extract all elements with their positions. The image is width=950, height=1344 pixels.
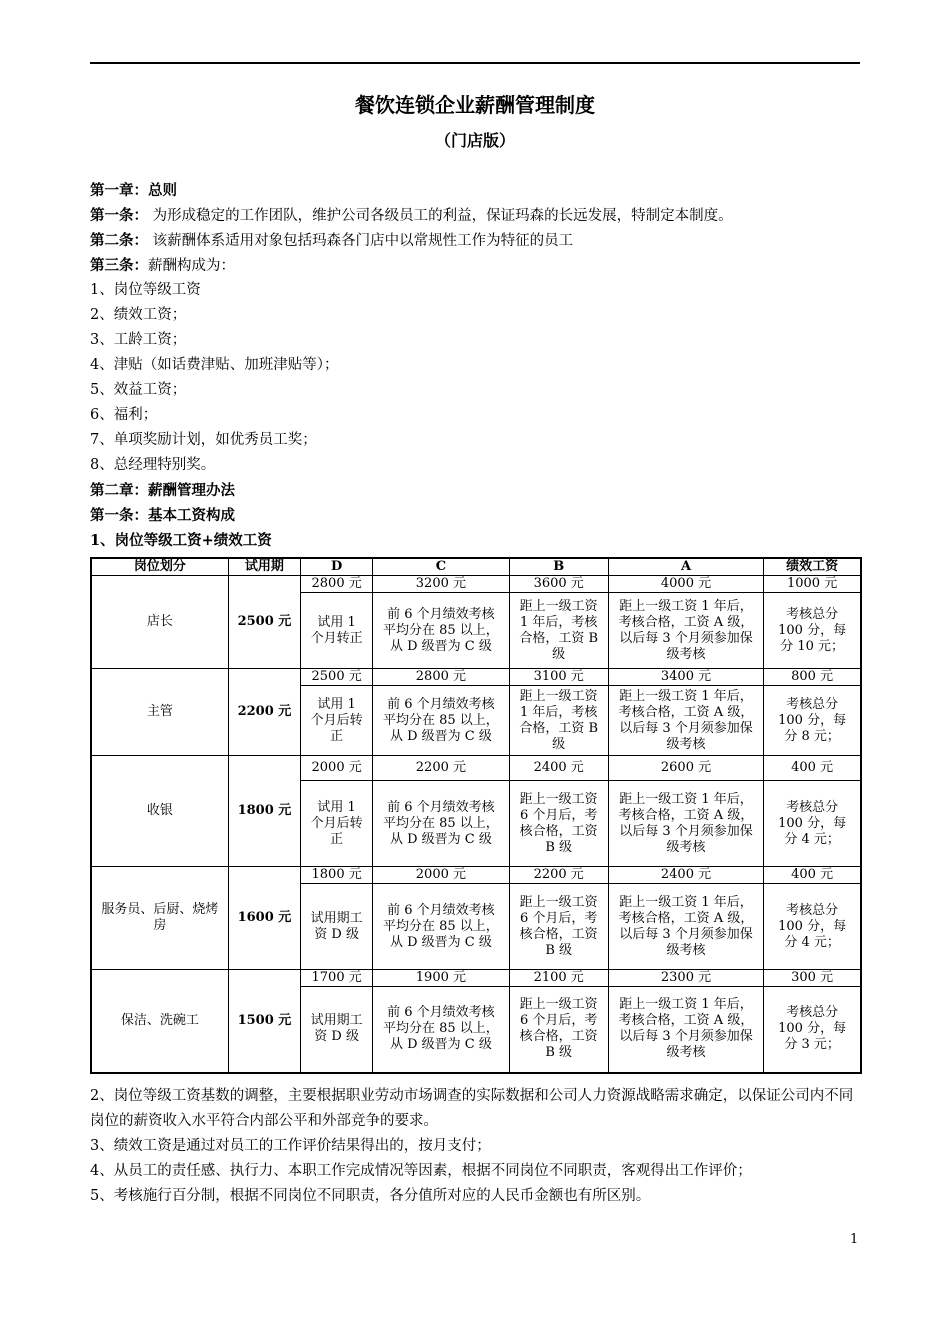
position-cell: 店长 (91, 576, 228, 669)
table-row (91, 970, 861, 987)
grade-c-amount: 2800 元 (373, 669, 509, 686)
table-row (91, 669, 861, 686)
position-cell: 保洁、洗碗工 (91, 970, 228, 1073)
salary-table (90, 557, 862, 1074)
performance-amount: 1000 元 (764, 576, 861, 593)
table-row (91, 756, 861, 781)
article-label: 第一条： (90, 207, 148, 224)
performance-amount: 400 元 (764, 867, 861, 884)
grade-d-rule: 试用期工资 D 级 (301, 884, 373, 970)
grade-c-rule: 前 6 个月绩效考核平均分在 85 以上，从 D 级晋为 C 级 (373, 781, 509, 867)
performance-amount: 300 元 (764, 970, 861, 987)
grade-a-rule: 距上一级工资 1 年后，考核合格，工资 A 级，以后每 3 个月须参加保级考核 (608, 884, 763, 970)
grade-d-rule: 试用 1 个月转正 (301, 593, 373, 669)
probation-cell: 1500 元 (228, 970, 300, 1073)
list-item: 2、绩效工资； (90, 307, 187, 323)
note-paragraph: 2、岗位等级工资基数的调整，主要根据职业劳动市场调查的实际数据和公司人力资源战略需求确定，以保证公司内不同岗位的薪资收入水平符合内部公平和外部竞争的要求。 (90, 1087, 854, 1129)
ch1-article-2 (90, 228, 860, 253)
note-paragraph: 4、从员工的责任感、执行力、本职工作完成情况等因素，根据不同岗位不同职责，客观得出工作评价； (90, 1162, 752, 1179)
column-header: B (509, 558, 608, 576)
grade-a-rule: 距上一级工资 1 年后，考核合格，工资 A 级，以后每 3 个月须参加保级考核 (608, 686, 763, 756)
performance-amount: 400 元 (764, 756, 861, 781)
table-row (91, 576, 861, 593)
list-item: 5、效益工资； (90, 382, 187, 398)
performance-rule: 考核总分 100 分，每分 4 元； (764, 884, 861, 970)
column-header: 试用期 (228, 558, 300, 576)
document-subtitle: （门店版） (434, 131, 515, 150)
position-cell: 服务员、后厨、烧烤房 (91, 867, 228, 970)
grade-d-amount: 1800 元 (301, 867, 373, 884)
article-label: 第二条： (90, 232, 148, 249)
article-text: 薪酬构成为： (148, 258, 235, 274)
grade-b-amount: 2100 元 (509, 970, 608, 987)
grade-a-rule: 距上一级工资 1 年后，考核合格，工资 A 级，以后每 3 个月须参加保级考核 (608, 987, 763, 1073)
grade-b-amount: 3600 元 (509, 576, 608, 593)
table-row (91, 867, 861, 884)
column-header: A (608, 558, 763, 576)
page-number: 1 (850, 1232, 859, 1247)
grade-c-rule: 前 6 个月绩效考核平均分在 85 以上，从 D 级晋为 C 级 (373, 987, 509, 1073)
table-header-row (91, 558, 861, 576)
grade-a-amount: 2400 元 (608, 867, 763, 884)
performance-rule: 考核总分 100 分，每分 10 元； (764, 593, 861, 669)
ch2-article-1: 第一条：基本工资构成 (90, 507, 235, 524)
article-text: 该薪酬体系适用对象包括玛森各门店中以常规性工作为特征的员工 (148, 233, 574, 249)
note-paragraph: 5、考核施行百分制，根据不同岗位不同职责，各分值所对应的人民币金额也有所区别。 (90, 1187, 651, 1204)
grade-a-amount: 2600 元 (608, 756, 763, 781)
grade-b-rule: 距上一级工资 6 个月后，考核合格，工资 B 级 (509, 781, 608, 867)
probation-cell: 1800 元 (228, 756, 300, 867)
grade-c-amount: 2000 元 (373, 867, 509, 884)
list-item: 4、津贴（如话费津贴、加班津贴等）； (90, 357, 339, 373)
column-header: C (373, 558, 509, 576)
position-cell: 主管 (91, 669, 228, 756)
grade-a-rule: 距上一级工资 1 年后，考核合格，工资 A 级，以后每 3 个月须参加保级考核 (608, 593, 763, 669)
document-title: 餐饮连锁企业薪酬管理制度 (355, 93, 595, 117)
probation-cell: 2500 元 (228, 576, 300, 669)
grade-b-rule: 距上一级工资 6 个月后，考核合格，工资 B 级 (509, 987, 608, 1073)
grade-d-amount: 1700 元 (301, 970, 373, 987)
performance-rule: 考核总分 100 分，每分 3 元； (764, 987, 861, 1073)
column-header: 岗位划分 (91, 558, 228, 576)
note-paragraph: 3、绩效工资是通过对员工的工作评价结果得出的，按月支付； (90, 1137, 491, 1154)
column-header: 绩效工资 (764, 558, 861, 576)
grade-b-amount: 2200 元 (509, 867, 608, 884)
grade-b-amount: 3100 元 (509, 669, 608, 686)
header-rule (90, 62, 860, 64)
ch1-article-1 (90, 203, 860, 228)
grade-b-rule: 距上一级工资 6 个月后，考核合格，工资 B 级 (509, 884, 608, 970)
list-item: 7、单项奖励计划，如优秀员工奖； (90, 432, 317, 448)
chapter-2-heading: 第二章：薪酬管理办法 (90, 482, 235, 499)
grade-b-rule: 距上一级工资 1 年后，考核合格，工资 B 级 (509, 593, 608, 669)
grade-d-amount: 2800 元 (301, 576, 373, 593)
position-cell: 收银 (91, 756, 228, 867)
probation-cell: 2200 元 (228, 669, 300, 756)
grade-a-amount: 3400 元 (608, 669, 763, 686)
list-item: 3、工龄工资； (90, 332, 187, 348)
grade-c-rule: 前 6 个月绩效考核平均分在 85 以上，从 D 级晋为 C 级 (373, 686, 509, 756)
grade-c-amount: 2200 元 (373, 756, 509, 781)
grade-c-rule: 前 6 个月绩效考核平均分在 85 以上，从 D 级晋为 C 级 (373, 884, 509, 970)
grade-d-amount: 2500 元 (301, 669, 373, 686)
document-body (90, 178, 860, 1209)
list-item: 8、总经理特别奖。 (90, 457, 216, 473)
grade-a-amount: 4000 元 (608, 576, 763, 593)
grade-a-amount: 2300 元 (608, 970, 763, 987)
grade-a-rule: 距上一级工资 1 年后，考核合格，工资 A 级，以后每 3 个月须参加保级考核 (608, 781, 763, 867)
performance-rule: 考核总分 100 分，每分 4 元； (764, 781, 861, 867)
grade-b-rule: 距上一级工资 1 年后，考核合格，工资 B 级 (509, 686, 608, 756)
ch1-article-3 (90, 253, 860, 278)
grade-c-rule: 前 6 个月绩效考核平均分在 85 以上，从 D 级晋为 C 级 (373, 593, 509, 669)
ch2-subheading: 1、岗位等级工资+绩效工资 (90, 532, 272, 549)
chapter-1-heading: 第一章：总则 (90, 182, 177, 199)
grade-d-rule: 试用 1 个月后转正 (301, 781, 373, 867)
performance-amount: 800 元 (764, 669, 861, 686)
grade-d-rule: 试用期工资 D 级 (301, 987, 373, 1073)
list-item: 6、福利； (90, 407, 158, 423)
probation-cell: 1600 元 (228, 867, 300, 970)
article-label: 第三条： (90, 257, 148, 274)
performance-rule: 考核总分 100 分，每分 8 元； (764, 686, 861, 756)
grade-c-amount: 1900 元 (373, 970, 509, 987)
grade-c-amount: 3200 元 (373, 576, 509, 593)
grade-d-amount: 2000 元 (301, 756, 373, 781)
grade-d-rule: 试用 1 个月后转正 (301, 686, 373, 756)
column-header: D (301, 558, 373, 576)
list-item: 1、岗位等级工资 (90, 282, 201, 298)
article-text: 为形成稳定的工作团队，维护公司各级员工的利益，保证玛森的长远发展，特制定本制度。 (148, 208, 733, 224)
grade-b-amount: 2400 元 (509, 756, 608, 781)
